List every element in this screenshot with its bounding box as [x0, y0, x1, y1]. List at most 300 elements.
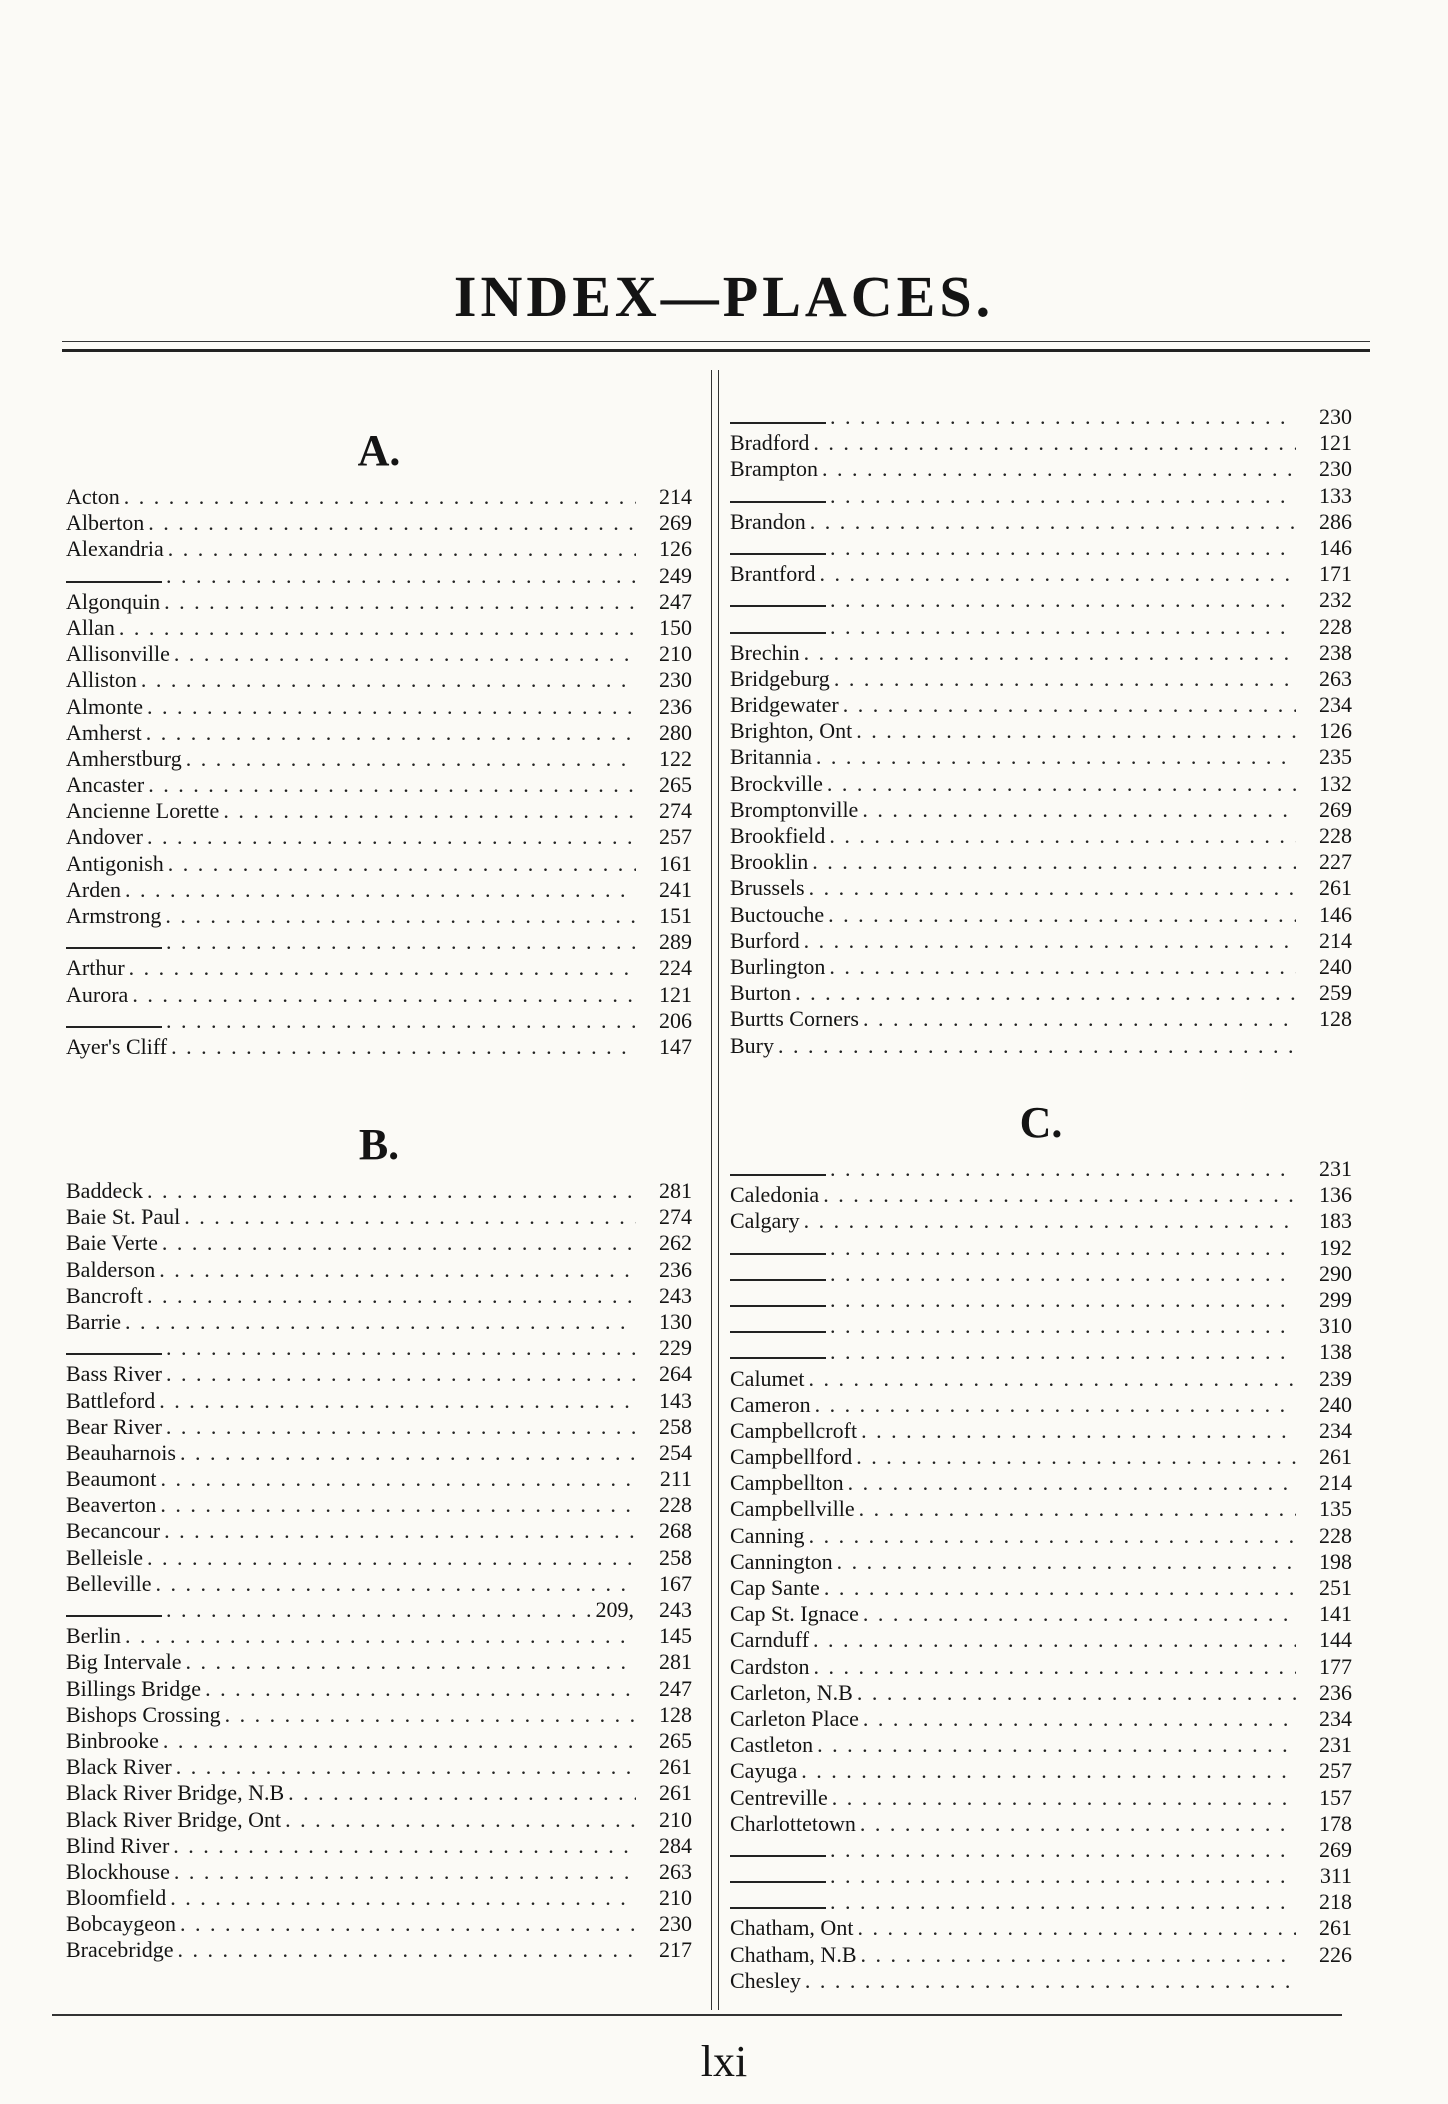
entry-page-number: 214	[659, 484, 692, 509]
place-name: Alberton	[66, 510, 145, 536]
entry-page-number: 151	[659, 903, 692, 928]
entry-page-number: 247	[659, 1675, 692, 1701]
entry-page-number: 210	[659, 641, 692, 667]
dot-leader	[778, 1033, 1296, 1059]
entry-page-number: 263	[1319, 665, 1352, 691]
entry-page-number: 122	[659, 745, 692, 771]
dot-leader	[166, 1335, 636, 1361]
index-entry	[66, 929, 692, 955]
entry-page-number: 218	[1319, 1889, 1352, 1915]
dot-leader	[861, 1942, 1297, 1968]
index-entry	[730, 718, 1352, 744]
dot-leader	[817, 1732, 1296, 1758]
dot-leader	[805, 1968, 1296, 1994]
place-name: Baie St. Paul	[66, 1204, 181, 1230]
entry-page-number: 258	[659, 1413, 692, 1439]
entry-page-number: 146	[1319, 534, 1352, 560]
header-rule-thick	[62, 349, 1370, 352]
place-name: Carnduff	[730, 1627, 810, 1653]
dot-leader	[168, 851, 636, 877]
place-name: Centreville	[730, 1784, 828, 1810]
dot-leader	[809, 1523, 1296, 1549]
entry-page-number: 228	[1319, 823, 1352, 848]
dot-leader	[856, 1444, 1296, 1470]
ditto-dash	[730, 1357, 826, 1359]
index-entry	[730, 1889, 1352, 1915]
dot-leader	[170, 1885, 636, 1911]
entry-page-number: 261	[1319, 1915, 1352, 1941]
dot-leader	[159, 1388, 636, 1414]
entry-page-number: 147	[659, 1033, 692, 1059]
entry-page-number: 281	[659, 1178, 692, 1203]
index-entry	[66, 615, 692, 641]
dot-leader	[812, 849, 1296, 875]
entry-page-number: 236	[1319, 1679, 1352, 1705]
dot-leader	[174, 641, 636, 667]
entry-page-number: 144	[1319, 1627, 1352, 1653]
dot-leader	[165, 903, 636, 929]
footer-rule	[52, 2014, 1342, 2016]
dot-leader	[830, 1313, 1296, 1339]
place-name: Canning	[730, 1522, 805, 1548]
entry-page-number: 217	[659, 1937, 692, 1963]
dot-leader	[830, 404, 1296, 430]
place-name: Carleton, N.B	[730, 1679, 853, 1705]
entry-page-number: 251	[1319, 1575, 1352, 1600]
index-entry	[730, 1156, 1352, 1182]
place-name: Burlington	[730, 953, 826, 979]
place-name: Baie Verte	[66, 1230, 158, 1256]
index-entry	[730, 1549, 1352, 1575]
place-name: Belleisle	[66, 1544, 143, 1570]
entry-page-number: 286	[1319, 508, 1352, 534]
entry-page-number: 261	[1319, 875, 1352, 901]
entry-page-number: 234	[1319, 1417, 1352, 1443]
dot-leader	[146, 720, 636, 746]
place-name: Bishops Crossing	[66, 1701, 221, 1727]
dot-leader	[809, 875, 1296, 901]
index-entry	[66, 824, 692, 850]
dot-leader	[129, 955, 636, 981]
entry-page-number: 231	[1319, 1732, 1352, 1758]
dot-leader	[125, 877, 636, 903]
entry-page-number: 261	[659, 1754, 692, 1780]
place-name: Brechin	[730, 639, 800, 665]
place-name: Allan	[66, 614, 115, 640]
index-entry	[730, 1627, 1352, 1653]
entry-page-number: 143	[659, 1387, 692, 1413]
place-name: Cap St. Ignace	[730, 1601, 859, 1627]
section-b	[66, 1112, 692, 1964]
entry-page-number: 280	[659, 719, 692, 745]
entry-page-number: 247	[659, 588, 692, 614]
page-title: INDEX—PLACES.	[453, 264, 995, 329]
entry-page-number: 264	[659, 1361, 692, 1387]
entry-page-number: 229	[659, 1335, 692, 1361]
dot-leader	[125, 1623, 636, 1649]
entry-page-number: 138	[1319, 1339, 1352, 1365]
index-entry	[66, 720, 692, 746]
place-name: Campbellton	[730, 1470, 844, 1496]
ditto-dash	[730, 1174, 826, 1176]
entry-page-number: 161	[659, 850, 692, 876]
place-name: Almonte	[66, 693, 143, 719]
entry-page-number: 157	[1319, 1784, 1352, 1810]
place-name: Brantford	[730, 561, 816, 587]
dot-leader	[148, 772, 636, 798]
ditto-dash	[730, 605, 826, 607]
dot-leader	[225, 1702, 636, 1728]
place-name: Allisonville	[66, 641, 170, 667]
place-name: Britannia	[730, 744, 812, 770]
dot-leader	[859, 1496, 1296, 1522]
place-name: Bancroft	[66, 1282, 143, 1308]
place-name: Cap Sante	[730, 1575, 820, 1600]
dot-leader	[830, 587, 1296, 613]
place-name: Campbellville	[730, 1496, 855, 1522]
index-entry	[730, 1261, 1352, 1287]
place-name: Bridgeburg	[730, 665, 830, 691]
entry-page-number: 226	[1319, 1941, 1352, 1967]
place-name: Brockville	[730, 770, 823, 796]
index-entry	[730, 875, 1352, 901]
ditto-dash	[730, 632, 826, 634]
entry-page-number: 133	[1319, 482, 1352, 508]
entry-page-number: 214	[1319, 1470, 1352, 1496]
entry-page-number: 178	[1319, 1810, 1352, 1836]
index-entry	[730, 1033, 1352, 1059]
place-name: Amherst	[66, 719, 142, 745]
index-entry	[730, 1680, 1352, 1706]
index-entry	[66, 667, 692, 693]
ditto-dash	[730, 422, 826, 424]
index-entry	[66, 1754, 692, 1780]
index-entry	[730, 456, 1352, 482]
place-name: Aurora	[66, 981, 129, 1007]
index-entry	[66, 1649, 692, 1675]
place-name: Brussels	[730, 875, 805, 901]
entry-page-number: 310	[1319, 1313, 1352, 1339]
index-entry	[730, 771, 1352, 797]
index-entry	[730, 587, 1352, 613]
index-entry	[66, 1545, 692, 1571]
place-name: Bromptonville	[730, 796, 859, 822]
letter-heading: C.	[1019, 1098, 1063, 1147]
ditto-dash	[730, 1331, 826, 1333]
dot-leader	[148, 510, 636, 536]
index-entry	[66, 1440, 692, 1466]
place-name: Bridgewater	[730, 692, 839, 718]
entry-page-number: 269	[1319, 796, 1352, 822]
index-entry	[66, 798, 692, 824]
dot-leader	[185, 1649, 636, 1675]
entry-page-number: 126	[1319, 718, 1352, 744]
index-entry	[66, 641, 692, 667]
entry-page-number: 241	[659, 876, 692, 902]
dot-leader	[829, 823, 1296, 849]
index-entry	[730, 1942, 1352, 1968]
index-entry	[66, 1597, 692, 1623]
entry-page-number: 290	[1319, 1260, 1352, 1286]
dot-leader	[863, 1706, 1296, 1732]
dot-leader	[830, 535, 1296, 561]
index-entry	[66, 1571, 692, 1597]
dot-leader	[823, 1182, 1296, 1208]
entry-page-number: 211	[659, 1466, 692, 1492]
entry-page-number: 232	[1319, 587, 1352, 613]
dot-leader	[804, 928, 1296, 954]
place-name: Bloomfield	[66, 1885, 167, 1911]
place-name: Billings Bridge	[66, 1675, 202, 1701]
entry-page-number: 141	[1319, 1601, 1352, 1627]
index-entry	[730, 1654, 1352, 1680]
place-name: Burtts Corners	[730, 1006, 859, 1032]
index-entry	[730, 1287, 1352, 1313]
place-name: Arden	[66, 876, 121, 902]
dot-leader	[178, 1937, 637, 1963]
entry-page-number: 177	[1319, 1653, 1352, 1679]
place-name: Cayuga	[730, 1758, 798, 1784]
index-entry	[66, 1780, 692, 1806]
index-entry	[66, 1937, 692, 1963]
place-name: Arthur	[66, 955, 125, 981]
entry-page-number: 214	[1319, 927, 1352, 953]
index-entry	[66, 1257, 692, 1283]
dot-leader	[795, 980, 1296, 1006]
entry-page-number: 132	[1319, 770, 1352, 796]
dot-leader	[176, 1754, 636, 1780]
entry-page-number: 198	[1319, 1548, 1352, 1574]
index-entry	[730, 1444, 1352, 1470]
dot-leader	[186, 746, 636, 772]
dot-leader	[827, 771, 1296, 797]
entry-page-number: 183	[1319, 1208, 1352, 1234]
entry-page-number: 230	[659, 1911, 692, 1937]
dot-leader	[857, 1915, 1296, 1941]
place-name: Bradford	[730, 430, 810, 456]
entry-page-number: 239	[1319, 1365, 1352, 1391]
entry-page-number: 230	[659, 667, 692, 693]
index-entry	[730, 928, 1352, 954]
section-a	[66, 418, 692, 1060]
place-name: Ancienne Lorette	[66, 798, 220, 824]
dot-leader	[843, 692, 1296, 718]
entry-page-number: 145	[659, 1623, 692, 1649]
letter-heading: B.	[358, 1120, 400, 1169]
place-name: Amherstburg	[66, 745, 182, 771]
index-entry	[730, 823, 1352, 849]
entry-page-number: 146	[1319, 901, 1352, 927]
place-name: Campbellford	[730, 1444, 853, 1470]
place-name: Caledonia	[730, 1182, 820, 1208]
entry-page-number: 128	[1319, 1006, 1352, 1032]
dot-leader	[184, 1204, 636, 1230]
entry-page-number: 254	[659, 1439, 692, 1465]
dot-leader	[830, 1837, 1296, 1863]
column-divider	[711, 370, 712, 2010]
dot-leader	[828, 902, 1296, 928]
entry-page-number: 230	[1319, 456, 1352, 482]
ditto-dash	[730, 553, 826, 555]
index-entry	[66, 1309, 692, 1335]
place-name: Cameron	[730, 1391, 811, 1417]
index-entry	[730, 535, 1352, 561]
place-name: Blockhouse	[66, 1858, 170, 1884]
place-name: Castleton	[730, 1732, 814, 1758]
entry-page-number: 269	[1319, 1836, 1352, 1862]
index-entry	[730, 1470, 1352, 1496]
dot-leader	[804, 1208, 1296, 1234]
place-name: Brandon	[730, 508, 806, 534]
ditto-dash	[730, 1907, 826, 1909]
index-entry	[730, 1732, 1352, 1758]
dot-leader	[223, 798, 636, 824]
entry-page-number: 210	[659, 1806, 692, 1832]
letter-heading: A.	[357, 426, 401, 475]
place-name: Chesley	[730, 1967, 801, 1993]
dot-leader	[837, 1549, 1296, 1575]
index-entry	[730, 430, 1352, 456]
index-entry	[730, 640, 1352, 666]
entry-page-number: 228	[1319, 1522, 1352, 1548]
dot-leader	[147, 824, 636, 850]
place-name: Charlottetown	[730, 1810, 856, 1836]
index-entry	[66, 1833, 692, 1859]
place-name: Armstrong	[66, 903, 162, 928]
dot-leader	[830, 1156, 1296, 1182]
dot-leader	[147, 1283, 636, 1309]
dot-leader	[147, 1178, 636, 1204]
index-entry	[730, 902, 1352, 928]
entry-page-number: 261	[659, 1780, 692, 1806]
place-name: Bobcaygeon	[66, 1911, 176, 1937]
place-name: Balderson	[66, 1256, 156, 1282]
index-entry	[66, 1492, 692, 1518]
entry-page-number: 210	[659, 1885, 692, 1911]
dot-leader	[830, 483, 1296, 509]
place-name: Burford	[730, 927, 800, 953]
ditto-dash	[66, 947, 162, 949]
ditto-dash	[66, 1026, 162, 1028]
index-entry	[730, 483, 1352, 509]
entry-page-number: 262	[659, 1230, 692, 1256]
entry-page-number: 268	[659, 1518, 692, 1544]
ditto-dash	[730, 1279, 826, 1281]
dot-leader	[829, 954, 1296, 980]
index-entry	[66, 1702, 692, 1728]
dot-leader	[830, 1863, 1296, 1889]
dot-leader	[147, 694, 636, 720]
entry-page-number: 235	[1319, 744, 1352, 770]
dot-leader	[813, 430, 1296, 456]
dot-leader	[164, 1518, 636, 1544]
place-name: Burton	[730, 980, 792, 1006]
place-name: Brooklin	[730, 849, 809, 875]
entry-page-number: 236	[659, 1256, 692, 1282]
dot-leader	[856, 718, 1296, 744]
dot-leader	[166, 1597, 592, 1623]
dot-leader	[862, 797, 1296, 823]
dot-leader	[830, 1235, 1296, 1261]
dot-leader	[173, 1833, 636, 1859]
entry-page-number: 230	[1319, 404, 1352, 429]
ditto-dash	[66, 1615, 162, 1617]
entry-page-number: 240	[1319, 953, 1352, 979]
index-entry	[66, 1204, 692, 1230]
entry-page-number: 240	[1319, 1391, 1352, 1417]
place-name: Becancour	[66, 1518, 161, 1544]
place-name: Brookfield	[730, 823, 826, 848]
extra-page-number: 209,	[595, 1597, 634, 1622]
place-name: Bracebridge	[66, 1937, 174, 1963]
place-name: Black River Bridge, N.B	[66, 1780, 285, 1806]
index-entry	[66, 563, 692, 589]
dot-leader	[166, 563, 636, 589]
dot-leader	[205, 1676, 636, 1702]
dot-leader	[160, 1466, 636, 1492]
dot-leader	[813, 1654, 1296, 1680]
dot-leader	[168, 536, 636, 562]
dot-leader	[860, 1811, 1296, 1837]
entry-page-number: 234	[1319, 692, 1352, 718]
place-name: Chatham, Ont	[730, 1915, 854, 1941]
entry-page-number: 289	[659, 929, 692, 955]
dot-leader	[125, 1309, 636, 1335]
index-entry	[66, 484, 692, 510]
section-b-continued	[730, 404, 1352, 1059]
place-name: Buctouche	[730, 901, 825, 927]
dot-leader	[180, 1911, 636, 1937]
ditto-dash	[730, 501, 826, 503]
entry-page-number: 128	[659, 1701, 692, 1727]
index-entry	[66, 1178, 692, 1204]
place-name: Ancaster	[66, 772, 145, 798]
entry-page-number: 192	[1319, 1234, 1352, 1260]
entry-page-number: 274	[659, 798, 692, 824]
dot-leader	[804, 640, 1296, 666]
place-name: Blind River	[66, 1832, 170, 1858]
index-entry	[730, 1392, 1352, 1418]
dot-leader	[288, 1780, 636, 1806]
index-entry	[66, 877, 692, 903]
dot-leader	[166, 1414, 636, 1440]
dot-leader	[816, 744, 1296, 770]
dot-leader	[810, 509, 1296, 535]
index-entry	[730, 1496, 1352, 1522]
dot-leader	[141, 667, 636, 693]
dot-leader	[166, 1361, 636, 1387]
index-entry	[730, 1366, 1352, 1392]
dot-leader	[160, 1492, 636, 1518]
dot-leader	[830, 1889, 1296, 1915]
place-name: Binbrooke	[66, 1727, 159, 1753]
entry-page-number: 263	[659, 1858, 692, 1884]
ditto-dash	[66, 581, 162, 583]
dot-leader	[159, 1257, 636, 1283]
place-name: Chatham, N.B	[730, 1941, 857, 1967]
place-name: Big Intervale	[66, 1649, 182, 1675]
dot-leader	[174, 1859, 636, 1885]
index-entry	[730, 666, 1352, 692]
dot-leader	[285, 1807, 636, 1833]
entry-page-number: 249	[659, 562, 692, 588]
place-name: Calumet	[730, 1365, 805, 1391]
dot-leader	[830, 614, 1296, 640]
entry-page-number: 274	[659, 1204, 692, 1230]
index-entry	[730, 1601, 1352, 1627]
place-name: Acton	[66, 484, 120, 509]
entry-page-number: 126	[659, 536, 692, 562]
